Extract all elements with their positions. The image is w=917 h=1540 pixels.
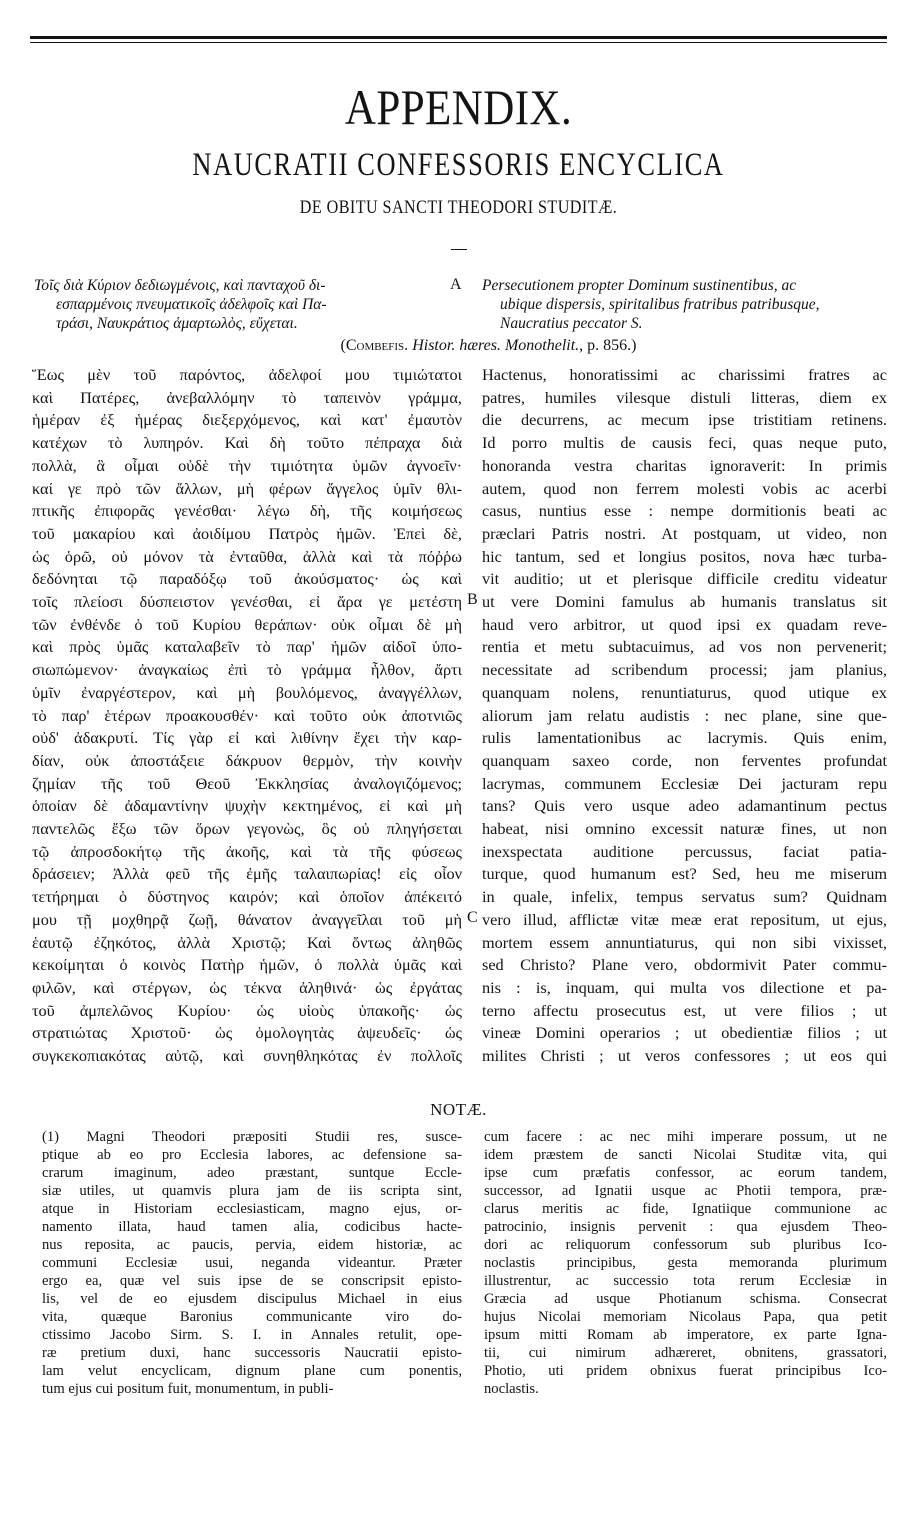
citation-open: ( xyxy=(340,337,346,354)
latin-text-line: aliorum jam relatu audistis : nec plane, sine que- xyxy=(482,705,887,725)
greek-text-line: πολλὰ, ἃ οἶμαι οὐδὲ τὴν τιμιότητα ὑμῶν ἀγνοεῖν· xyxy=(32,455,462,475)
greek-text-line: καί γε πρὸ τῶν ἄλλων, μὴ φέρων ἄγγελος ὑμῖν θλι- xyxy=(32,478,462,498)
notes-left-column xyxy=(42,1128,462,1398)
greek-column xyxy=(32,364,462,1068)
greek-text-line: τῶν ἐνθένδε ὁ τοῦ Κυρίου θεράπων· οὐκ οἶμαι δὲ μὴ xyxy=(32,614,462,634)
address-greek-line: τράσι, Ναυκράτιος ἁμαρτωλὸς, εὔχεται. xyxy=(56,315,298,332)
note-line: tii, cui nimirum adhæreret, obnitens, grassatori, xyxy=(484,1345,887,1361)
latin-text-line: habeat, nisi omnino excessit naturæ fines, ut non xyxy=(482,819,887,839)
latin-text-line: ut vere Domini famulus ab humanis translatus sit xyxy=(482,592,887,612)
greek-text-line: Ἕως μὲν τοῦ παρόντος, ἀδελφοί μου τιμιώτατοι xyxy=(32,365,462,384)
greek-text-line: μου τῇ μοχθηρᾷ ζωῇ, θάνατον ἀναγγεῖλαι τοῦ μὴ xyxy=(32,909,462,929)
greek-text-line: τοῦ μακαρίου καὶ ἀοιδίμου Πατρὸς ἡμῶν. Ἐπεὶ δὲ, xyxy=(32,523,462,543)
latin-text-line: quanquam saxeo corde, non ferventes profundat xyxy=(482,750,887,770)
greek-text-line: σιωπώμενον· ἀναγκαίως ἐπὶ τὸ γράμμα ἦλθον, ἄρτι xyxy=(32,660,462,680)
latin-text-line: hic tantum, sed et longius positos, nova hæc turba- xyxy=(482,546,887,566)
top-rule-thin xyxy=(30,42,887,43)
greek-text-line: δίαν, οὐκ ἀποστάξειε δάκρυον θερμὸν, τὴν κοινὴν xyxy=(32,750,462,770)
notes-block xyxy=(30,1128,887,1428)
latin-text-line: quanquam nolens, renuntiaturus, quod utique ex xyxy=(482,682,887,702)
latin-text-line: autem, quod non ferrem molesti vobis ac acerbi xyxy=(482,478,887,498)
greek-text-line: καὶ Πατέρες, ἀνεβαλλόμην τὸ ταπεινὸν γράμμα, xyxy=(32,387,462,407)
greek-text-line: δράσειεν; Ἀλλὰ φεῦ τῆς ἐμῆς ταλαιπωρίας! εἰς οἷον xyxy=(32,864,462,884)
latin-text-line: rulis lamentationibus ac lacrymis. Quis enim, xyxy=(482,728,887,748)
note-line: lam velut encyclicam, dignum plane cum ponentis, xyxy=(42,1363,462,1379)
margin-marker-b: B xyxy=(467,591,478,608)
latin-text-line: præclari Patris nostri. At postquam, ut video, non xyxy=(482,523,887,543)
note-line: noclastis principibus, gesta memoranda plurimum xyxy=(484,1255,887,1271)
latin-text-line: lacrymas, communem Ecclesiæ Dei jacturam repu xyxy=(482,773,887,793)
greek-text-line: ὡς ὁρῶ, οὐ μόνον τὰ ἐνταῦθα, ἀλλὰ καὶ τὰ πόῤῥω xyxy=(32,546,462,566)
address-greek-line: Τοῖς διὰ Κύριον δεδιωγμένοις, καὶ πανταχοῦ δι- xyxy=(34,277,326,294)
note-line: patrocinio, insignis pervenit : qua ejusdem Theo- xyxy=(484,1219,887,1235)
greek-text-line: τῷ ἀπροσδοκήτῳ τῆς ἀκοῆς, καὶ τὰ τῆς φύσεως xyxy=(32,841,462,861)
address-greek-line: εσπαρμένοις πνευματικοῖς ἀδελφοῖς καὶ Πα- xyxy=(56,296,327,313)
address-greek xyxy=(34,276,434,333)
note-line: vita, quæque Baronius communicante viro do- xyxy=(42,1309,462,1325)
note-line: ipsum mitti Romam ab imperatore, ex parte Igna- xyxy=(484,1327,887,1343)
latin-text-line: inexspectata auditione percussus, faciat patia- xyxy=(482,841,887,861)
citation-page: , p. 856.) xyxy=(579,337,637,354)
notes-right-column xyxy=(484,1128,887,1398)
greek-text-line: καὶ πρὸς ὑμᾶς καταλαβεῖν τὸ παρ' ἡμῶν αἰδοῖ ὑπο- xyxy=(32,637,462,657)
title-dash xyxy=(451,249,467,250)
latin-text-line: die decurrens, ac mecum ipse tristitiam retinens. xyxy=(482,410,887,430)
margin-marker-a: A xyxy=(450,276,462,293)
page-subtitle: NAUCRATII CONFESSORIS ENCYCLICA xyxy=(192,147,725,183)
note-line: idem præstem de sancti Nicolai Studitæ vita, qui xyxy=(484,1147,887,1163)
note-line: ergo ea, quæ vel suis ipse de se conscripsit episto- xyxy=(42,1273,462,1289)
latin-column xyxy=(482,364,887,1068)
address-block xyxy=(30,276,887,332)
latin-text-line: vineæ Domini operarios ; ut obedientiæ filios ; ut xyxy=(482,1023,887,1043)
note-line: siæ utiles, ut quamvis plura jam de iis scripta sint, xyxy=(42,1183,462,1199)
greek-text-line: κατέχων τὸ λυπηρόν. Καὶ δὴ τοῦτο πέπραχα διὰ xyxy=(32,433,462,453)
note-line: Græcia ad usque Photianum schisma. Consecrat xyxy=(484,1291,887,1307)
latin-text-line: Hactenus, honoratissimi ac charissimi fratres ac xyxy=(482,365,887,384)
margin-marker-c: C xyxy=(467,909,478,926)
note-line: Photio, uti pridem obnixus fuerat principibus Ico- xyxy=(484,1363,887,1379)
greek-text-line: ἡμέραν ἐξ ἡμέρας διεξερχόμενος, καὶ κατ' ἐμαυτὸν xyxy=(32,410,462,430)
latin-text-line: casus, nuntius esse : nempe dormitionis beati ac xyxy=(482,501,887,521)
address-latin-line: ubique dispersis, spiritalibus fratribus patribusque, xyxy=(500,296,820,313)
greek-text-line: ἑαυτῷ ἐζηκότος, ἀλλὰ Χριστῷ; Καὶ ὄντως ἀληθῶς xyxy=(32,932,462,952)
latin-text-line: turque, quod humanum est? Sed, heu me miserum xyxy=(482,864,887,884)
greek-text-line: οὐδ' ἀδακρυτί. Τίς γὰρ εἰ καὶ λιθίνην ἔχει τὴν καρ- xyxy=(32,728,462,748)
latin-text-line: necessitate ad scribendum processi; jam planius, xyxy=(482,660,887,680)
greek-text-line: τοῦ ἀμπελῶνος Κυρίου· ὡς υἱοὺς ὑπακοῆς· ὡς xyxy=(32,1000,462,1020)
latin-text-line: tans? Quis vero usque adeo adamantinum pectus xyxy=(482,796,887,816)
greek-text-line: φιλῶν, καὶ στέργων, ὡς τέκνα ἀληθινά· ὡς ἐργάτας xyxy=(32,977,462,997)
latin-text-line: terno affectu prosecutus est, ut vere filios ; ut xyxy=(482,1000,887,1020)
note-line: successor, ad Ignatii usque ac Photii tempora, præ- xyxy=(484,1183,887,1199)
citation-author: Combefis. xyxy=(345,337,409,354)
greek-text-line: δεδόνηται τῷ παραδόξῳ τοῦ ἀκούσματος· ὡς καὶ xyxy=(32,569,462,589)
top-rule-thick xyxy=(30,36,887,39)
latin-text-line: vit auditio; ut et plerisque difficile creditu videatur xyxy=(482,569,887,589)
note-line: lis, vel de eo ejusdem discipulus Michael in eius xyxy=(42,1291,462,1307)
latin-text-line: vero illud, afflictæ vitæ meæ erat repositum, ut ejus, xyxy=(482,909,887,929)
note-line: illustrentur, ac successio tota rerum Ecclesiæ in xyxy=(484,1273,887,1289)
address-latin xyxy=(482,276,884,333)
greek-text-line: τὸ παρ' ἑτέρων προακουσθέν· καὶ τοῦτο οὐκ ἀποτνιῶς xyxy=(32,705,462,725)
note-line: dori ac reliquorum confessorum sub pluribus Ico- xyxy=(484,1237,887,1253)
greek-text-line: ζημίαν τῆς τοῦ Θεοῦ Ἐκκλησίας ἀναλογιζόμενος; xyxy=(32,773,462,793)
note-line: tum ejus cui positum fuit, monumentum, in publi- xyxy=(42,1381,334,1397)
note-line: nus reposita, ac paucis, pervia, eidem historiæ, ac xyxy=(42,1237,462,1253)
note-line: atque in Historiam ecclesiasticam, magno ejus, or- xyxy=(42,1201,462,1217)
latin-text-line: Id porro multis de causis feci, quas neque puto, xyxy=(482,433,887,453)
note-line: communi Ecclesiæ usui, neganda videantur. Præter xyxy=(42,1255,462,1271)
note-line: ctissimo Jacobo Sirm. S. I. in Annales retulit, ope- xyxy=(42,1327,462,1343)
note-line: ræ pretium duxi, hanc successoris Naucratii episto- xyxy=(42,1345,462,1361)
latin-text-line: milites Christi ; ut veros confessores ; ut eos qui xyxy=(482,1046,887,1066)
page xyxy=(30,36,887,1428)
note-line: crarum imaginum, adeo præstant, suntque Eccle- xyxy=(42,1165,462,1181)
latin-text-line: haud vero arbitror, ut quod ipsi ex quadam reve- xyxy=(482,614,887,634)
latin-text-line: honoranda vestra charitas ignoraverit: In primis xyxy=(482,455,887,475)
note-line: cum facere : ac nec mihi imperare possum, ut ne xyxy=(484,1129,887,1145)
greek-text-line: στρατιώτας Χριστοῦ· ὡς ὁμολογητὰς ἀψευδεῖς· ὡς xyxy=(32,1023,462,1043)
page-title: APPENDIX. xyxy=(344,79,573,135)
greek-text-line: πτικῆς ἐπιφορᾶς γενέσθαι· λέγω δὴ, τῆς κοιμήσεως xyxy=(32,501,462,521)
latin-text-line: rentia et metu subtacuimus, ad vos non pervenerit; xyxy=(482,637,887,657)
latin-text-line: patres, humiles vilesque distuli litteras, diem ex xyxy=(482,387,887,407)
greek-text-line: παντελῶς ἔξω τῶν ὅρων γεγονὼς, ὃς οὐ πληγήσεται xyxy=(32,819,462,839)
greek-text-line: τετήρημαι ὁ δύστηνος καιρόν; καὶ ὁποῖον ἀπέκειτό xyxy=(32,887,462,907)
note-line: (1) Magni Theodori præpositi Studii res, susce- xyxy=(42,1129,462,1145)
latin-text-line: in quale, infelix, tempus servatus sum? Quidnam xyxy=(482,887,887,907)
notes-heading: NOTÆ. xyxy=(430,1100,487,1119)
address-latin-line: Persecutionem propter Dominum sustinentibus, ac xyxy=(482,277,797,294)
latin-text-line: nis : is, inquam, qui multa vos dilectione et pa- xyxy=(482,977,887,997)
note-line: noclastis. xyxy=(484,1381,539,1397)
latin-text-line: sed Christo? Plane vero, obdormivit Pater commu- xyxy=(482,955,887,975)
note-line: ipse cum præfatis confessor, ac eorum tandem, xyxy=(484,1165,887,1181)
greek-text-line: ὑμῖν ἐναργέστερον, καὶ μὴ βουλόμενος, ἀναγγέλλων, xyxy=(32,682,462,702)
greek-text-line: τοῖς πλείοσι δύσπειστον γενέσθαι, εἰ ἄρα γε μετέστη xyxy=(32,592,462,612)
note-line: clarus meritis ac fide, Ignatiique communione ac xyxy=(484,1201,887,1217)
latin-text-line: mortem essem annuntiaturus, qui non sibi vixisset, xyxy=(482,932,887,952)
note-line: hujus Nicolai memoriam Nicolaus Papa, qua petit xyxy=(484,1309,887,1325)
greek-text-line: συγκεκοπιακότας αὐτῷ, καὶ συνηθληκότας ἐν πολλοῖς xyxy=(32,1046,462,1066)
greek-text-line: κεκοίμηται ὁ κοινὸς Πατὴρ ἡμῶν, ὁ πολλὰ ὑμᾶς καὶ xyxy=(32,955,462,975)
citation-work: Histor. hæres. Monothelit. xyxy=(412,337,580,354)
note-line: namento illata, haud tamen alia, codicibus hacte- xyxy=(42,1219,462,1235)
note-line: ptique ab eo pro Ecclesia labores, ac defensione sa- xyxy=(42,1147,462,1163)
text-columns xyxy=(30,364,887,1090)
address-latin-line: Naucratius peccator S. xyxy=(500,315,643,332)
greek-text-line: ὁποίαν δὲ ἀδαμαντίνην ψυχὴν κεκτημένος, εἰ καὶ μὴ xyxy=(32,796,462,816)
source-citation xyxy=(30,336,887,356)
page-subtitle-secondary: DE OBITU SANCTI THEODORI STUDITÆ. xyxy=(299,197,618,218)
